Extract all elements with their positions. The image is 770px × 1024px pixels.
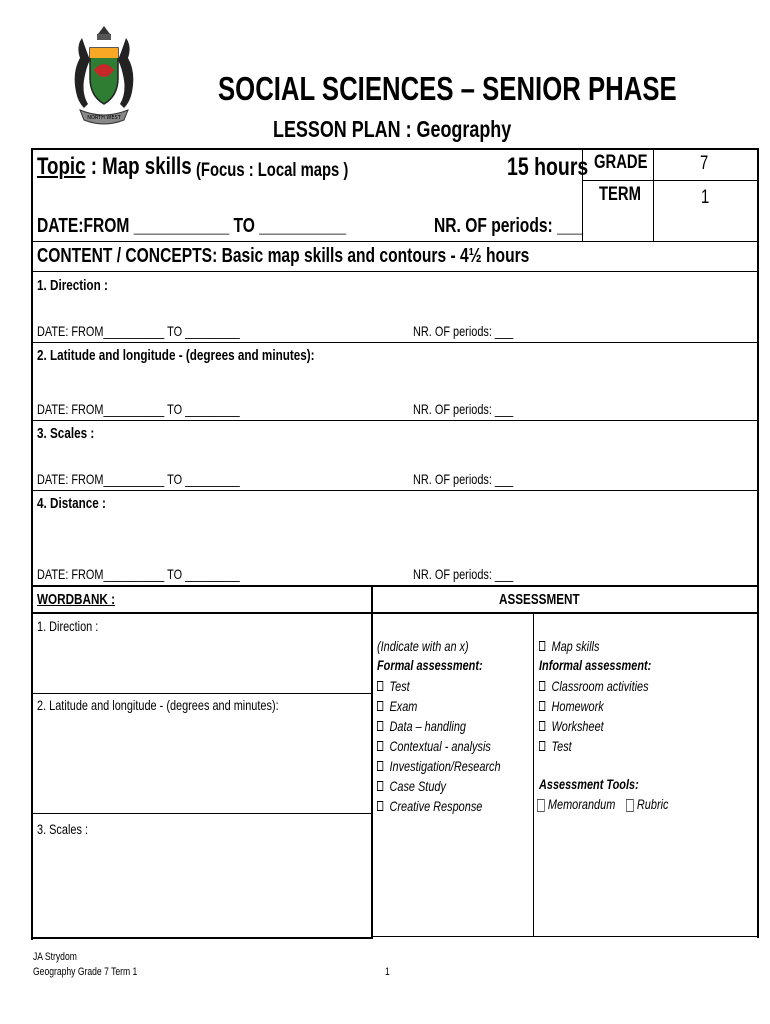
checkbox-item[interactable]: Investigation/Research xyxy=(377,756,535,776)
checkbox-item[interactable]: Homework xyxy=(539,696,679,716)
informal-heading: Informal assessment: xyxy=(539,657,652,673)
page-number: 1 xyxy=(385,966,390,978)
topic-focus: (Focus : Local maps ) xyxy=(196,160,349,181)
checkbox-item[interactable]: Creative Response xyxy=(377,796,535,816)
tool-option[interactable]: Rubric xyxy=(626,796,680,812)
section-date-line[interactable]: DATE: FROM__________ TO _________ xyxy=(37,401,240,417)
footer-course: Geography Grade 7 Term 1 xyxy=(33,966,138,978)
topic-line: Topic : Map skills xyxy=(37,153,192,180)
topic-periods-line[interactable]: NR. OF periods: ___ xyxy=(434,215,584,237)
coat-of-arms-logo xyxy=(68,22,140,137)
grade-label: GRADE xyxy=(594,152,648,173)
checkbox-item[interactable]: Contextual - analysis xyxy=(377,736,535,756)
informal-list xyxy=(539,676,679,756)
formal-heading: Formal assessment: xyxy=(377,657,483,673)
wordbank-item: 1. Direction : xyxy=(37,618,99,634)
page-title: SOCIAL SCIENCES – SENIOR PHASE xyxy=(218,70,677,107)
term-value: 1 xyxy=(701,187,710,208)
checkbox-icon[interactable] xyxy=(377,761,383,771)
section-periods-line[interactable]: NR. OF periods: ___ xyxy=(413,471,514,487)
assessment-heading: ASSESSMENT xyxy=(499,591,580,608)
wordbank-heading: WORDBANK : xyxy=(37,591,115,608)
section-date-line[interactable]: DATE: FROM__________ TO _________ xyxy=(37,471,240,487)
checkbox-icon[interactable] xyxy=(377,681,383,691)
topic-hours: 15 hours xyxy=(507,153,589,181)
tool-option[interactable]: Memorandum xyxy=(537,796,637,812)
checkbox-item[interactable]: Classroom activities xyxy=(539,676,679,696)
checkbox-icon[interactable] xyxy=(377,801,383,811)
topic-date-line[interactable]: DATE:FROM ___________ TO __________ xyxy=(37,215,347,237)
section-title: 3. Scales : xyxy=(37,425,95,442)
checkbox-icon[interactable] xyxy=(377,721,383,731)
section-title: 2. Latitude and longitude - (degrees and minutes): xyxy=(37,347,315,364)
checkbox-icon[interactable] xyxy=(539,741,545,751)
checkbox-item[interactable]: Case Study xyxy=(377,776,535,796)
checkbox-item[interactable]: Worksheet xyxy=(539,716,679,736)
tools-heading: Assessment Tools: xyxy=(539,776,639,792)
checkbox-icon[interactable] xyxy=(539,721,545,731)
checkbox-item[interactable]: Test xyxy=(539,736,679,756)
grade-value: 7 xyxy=(700,153,709,174)
wordbank-item: 2. Latitude and longitude - (degrees and minutes): xyxy=(37,697,279,713)
checkbox-icon[interactable] xyxy=(377,741,383,751)
section-date-line[interactable]: DATE: FROM__________ TO _________ xyxy=(37,566,240,582)
checkbox-item[interactable]: Map skills xyxy=(539,638,616,654)
wordbank-item: 3. Scales : xyxy=(37,821,88,837)
checkbox-icon[interactable] xyxy=(377,781,383,791)
checkbox-item[interactable]: Data – handling xyxy=(377,716,535,736)
formal-list xyxy=(377,676,535,816)
section-date-line[interactable]: DATE: FROM__________ TO _________ xyxy=(37,323,240,339)
assessment-indicate: (Indicate with an x) xyxy=(377,638,469,654)
checkbox-icon[interactable] xyxy=(377,701,383,711)
page-subtitle: LESSON PLAN : Geography xyxy=(273,116,512,142)
section-periods-line[interactable]: NR. OF periods: ___ xyxy=(413,323,514,339)
checkbox-icon[interactable] xyxy=(537,799,545,812)
section-title: 4. Distance : xyxy=(37,495,106,512)
svg-text:NORTH WEST: NORTH WEST xyxy=(87,115,121,121)
checkbox-icon[interactable] xyxy=(539,701,545,711)
checkbox-item[interactable]: Exam xyxy=(377,696,535,716)
section-periods-line[interactable]: NR. OF periods: ___ xyxy=(413,566,514,582)
section-title: 1. Direction : xyxy=(37,277,108,294)
term-label: TERM xyxy=(599,184,641,205)
section-periods-line[interactable]: NR. OF periods: ___ xyxy=(413,401,514,417)
content-heading: CONTENT / CONCEPTS: Basic map skills and contours - 4½ hours xyxy=(37,245,530,267)
checkbox-icon[interactable] xyxy=(539,681,545,691)
checkbox-icon[interactable] xyxy=(626,799,634,812)
checkbox-icon[interactable] xyxy=(539,641,545,651)
footer-author: JA Strydom xyxy=(33,951,77,963)
checkbox-item[interactable]: Test xyxy=(377,676,535,696)
